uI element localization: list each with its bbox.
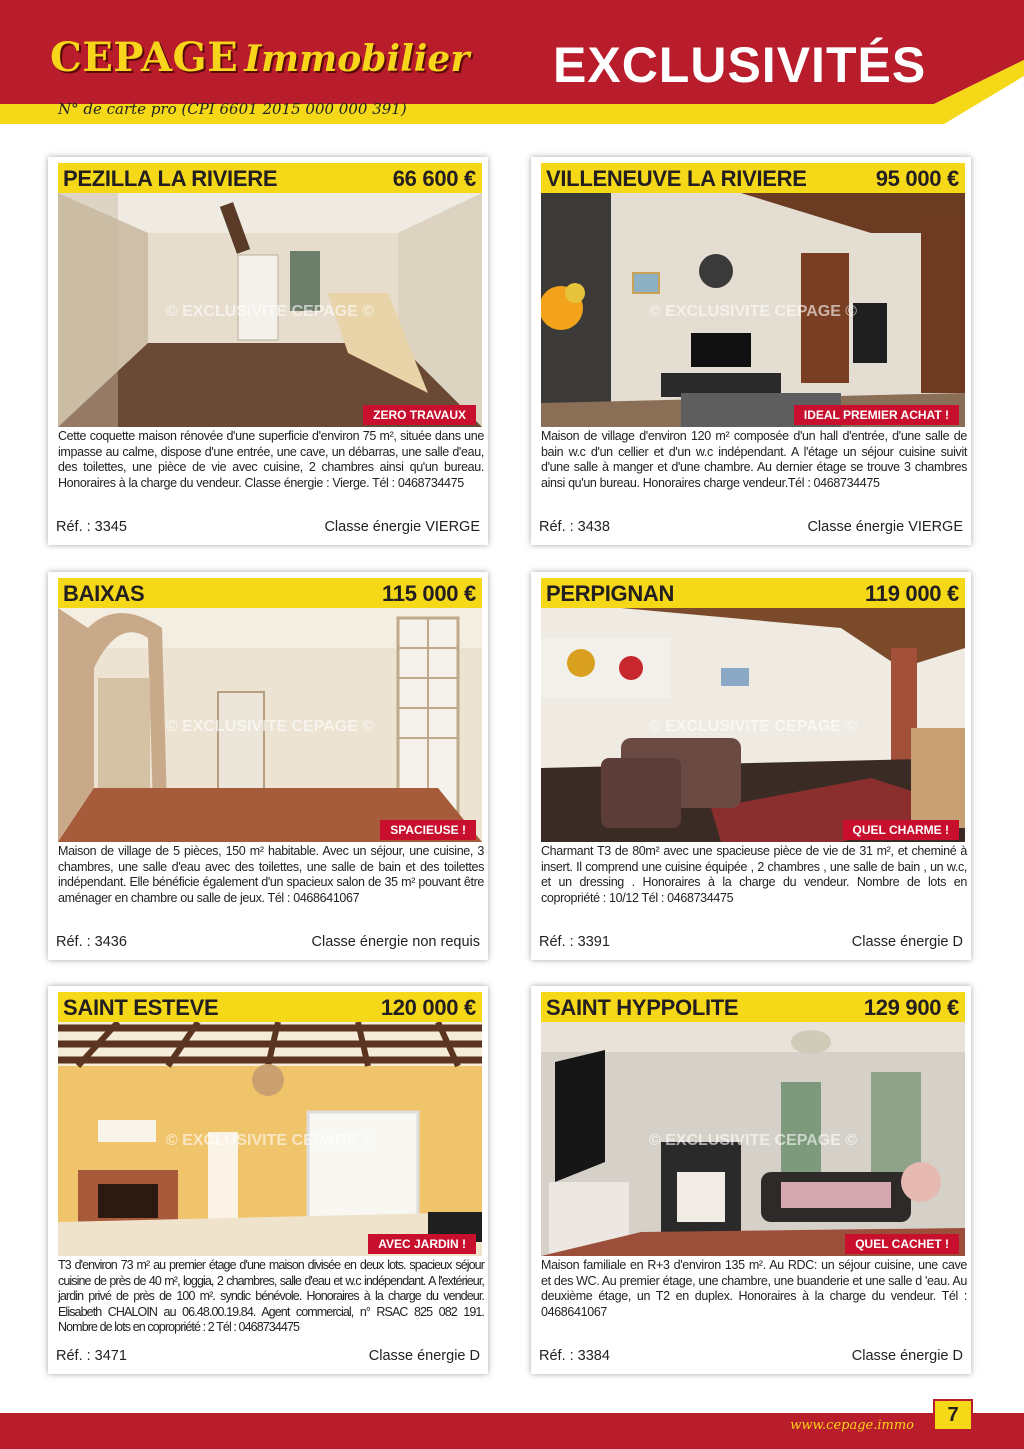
photo-watermark: © EXCLUSIVITE CEPAGE © (165, 303, 375, 320)
photo-watermark: © EXCLUSIVITE CEPAGE © (648, 1132, 858, 1149)
listing-highlight-badge: ZERO TRAVAUX (363, 405, 476, 425)
listing-photo[interactable] (541, 608, 965, 842)
listing-reference: Réf. : 3471 (56, 1348, 127, 1364)
listing-price: 119 000 € (865, 581, 959, 606)
listing-highlight-badge: QUEL CACHET ! (845, 1234, 959, 1254)
page-title: EXCLUSIVITÉS (553, 37, 927, 93)
listing-card[interactable] (531, 986, 971, 1374)
listing-reference: Réf. : 3384 (539, 1348, 610, 1364)
page-number: 7 (933, 1399, 973, 1431)
listing-photo[interactable] (58, 193, 482, 427)
listing-highlight-badge: IDEAL PREMIER ACHAT ! (794, 405, 959, 425)
photo-watermark: © EXCLUSIVITE CEPAGE © (165, 1132, 375, 1149)
listing-description: Maison familiale en R+3 d'environ 135 m². Au RDC: un séjour cuisine, une cave et des WC. Au premier étage, une chambre, une buanderie et une salle d 'eau. Au deuxième étage, un T2 en duplex. Honoraires à la charge du vendeur. Tél : 0468641067 (541, 1258, 967, 1319)
listing-card[interactable] (531, 157, 971, 545)
listing-photo[interactable] (541, 193, 965, 427)
listing-energy-class: Classe énergie D (851, 1348, 963, 1364)
page-header (0, 0, 1024, 130)
listing-city: SAINT HYPPOLITE (546, 995, 739, 1020)
listing-reference: Réf. : 3345 (56, 519, 127, 535)
listing-highlight-badge: SPACIEUSE ! (380, 820, 476, 840)
listing-description: T3 d'environ 73 m² au premier étage d'une maison divisée en deux lots. spacieux séjour cuisine de près de 40 m², loggia, 2 chambres, salle d'eau et w.c indépendant. A l'extérieur, jardin privé de près de 100 m². syndic bénévole. Honoraires à la charge du vendeur. Elisabeth CHALOIN au 06.48.00.19.84. Agent commercial, n° RSAC 825 082 191. Nombre de lots en copropriété : 2 Tél : 0468734475 (58, 1258, 484, 1334)
listing-price: 95 000 € (875, 166, 959, 191)
listing-highlight-badge: QUEL CHARME ! (843, 820, 959, 840)
carte-pro-number: N° de carte pro (CPI 6601 2015 000 000 391) (58, 100, 407, 118)
listing-city: SAINT ESTEVE (63, 995, 219, 1020)
listing-city: PERPIGNAN (546, 581, 675, 606)
listing-title-bar (58, 578, 482, 608)
brand-subtitle: Immobilier (244, 38, 470, 80)
listing-reference: Réf. : 3438 (539, 519, 610, 535)
brand-name: CEPAGE (50, 34, 239, 81)
listing-photo[interactable] (58, 1022, 482, 1256)
listing-title-bar (58, 992, 482, 1022)
listing-description: Charmant T3 de 80m² avec une spacieuse pièce de vie de 31 m², et cheminé à insert. Il comprend une cuisine équipée , 2 chambres , une salle de bain , un w.c, et un dressing . Honoraires à la charge du vendeur. Nombre de lots en copropriété : 10/12 Tél : 0468734475 (541, 844, 967, 905)
listing-description: Maison de village de 5 pièces, 150 m² habitable. Avec un séjour, une cuisine, 3 chambres, une salle d'eau avec des toilettes, une salle de bain et des toilettes indépendant. Elle bénéficie également d'un spacieux salon de 35 m² pouvant être aménager en chambre ou salle de jeux. Tél : 0468641067 (58, 844, 484, 905)
listing-title-bar (58, 163, 482, 193)
listing-title-bar (541, 163, 965, 193)
photo-watermark: © EXCLUSIVITE CEPAGE © (165, 718, 375, 735)
listing-energy-class: Classe énergie D (851, 934, 963, 950)
listing-energy-class: Classe énergie VIERGE (807, 519, 963, 535)
listing-card[interactable] (48, 572, 488, 960)
brand-logo[interactable] (50, 34, 469, 81)
listing-city: VILLENEUVE LA RIVIERE (546, 166, 807, 191)
listing-price: 115 000 € (382, 581, 476, 606)
listing-title-bar (541, 992, 965, 1022)
listing-price: 120 000 € (380, 995, 476, 1020)
listing-photo[interactable] (541, 1022, 965, 1256)
listing-price: 129 900 € (863, 995, 959, 1020)
listing-reference: Réf. : 3391 (539, 934, 610, 950)
website-link[interactable]: www.cepage.immo (790, 1418, 914, 1433)
photo-watermark: © EXCLUSIVITE CEPAGE © (648, 303, 858, 320)
listing-photo[interactable] (58, 608, 482, 842)
listing-description: Cette coquette maison rénovée d'une superficie d'environ 75 m², située dans une impasse au calme, dispose d'une entrée, une cave, un débarras, une salle d'eau, des toilettes, une pièce de vie avec cuisine, 2 chambres ainsi qu'un bureau. Honoraires à la charge du vendeur. Classe énergie : Vierge. Tél : 0468734475 (58, 429, 484, 490)
listing-city: BAIXAS (63, 581, 145, 606)
listing-card[interactable] (48, 986, 488, 1374)
listing-highlight-badge: AVEC JARDIN ! (368, 1234, 476, 1254)
listing-energy-class: Classe énergie VIERGE (324, 519, 480, 535)
listing-card[interactable] (531, 572, 971, 960)
listing-card[interactable] (48, 157, 488, 545)
listing-energy-class: Classe énergie non requis (311, 934, 480, 950)
listing-city: PEZILLA LA RIVIERE (63, 166, 278, 191)
listing-price: 66 600 € (392, 166, 476, 191)
listing-title-bar (541, 578, 965, 608)
listing-description: Maison de village d'environ 120 m² composée d'un hall d'entrée, d'une salle de bain w.c d'un cellier et d'un w.c indépendant. A l'étage un séjour cuisine suivit d'une salle à manger et d'une chambre. Au dernier étage se trouve 3 chambres ainsi qu'un bureau. Honoraires charge vendeur.Tél : 0468734475 (541, 429, 967, 490)
photo-watermark: © EXCLUSIVITE CEPAGE © (648, 718, 858, 735)
listing-reference: Réf. : 3436 (56, 934, 127, 950)
listing-energy-class: Classe énergie D (368, 1348, 480, 1364)
